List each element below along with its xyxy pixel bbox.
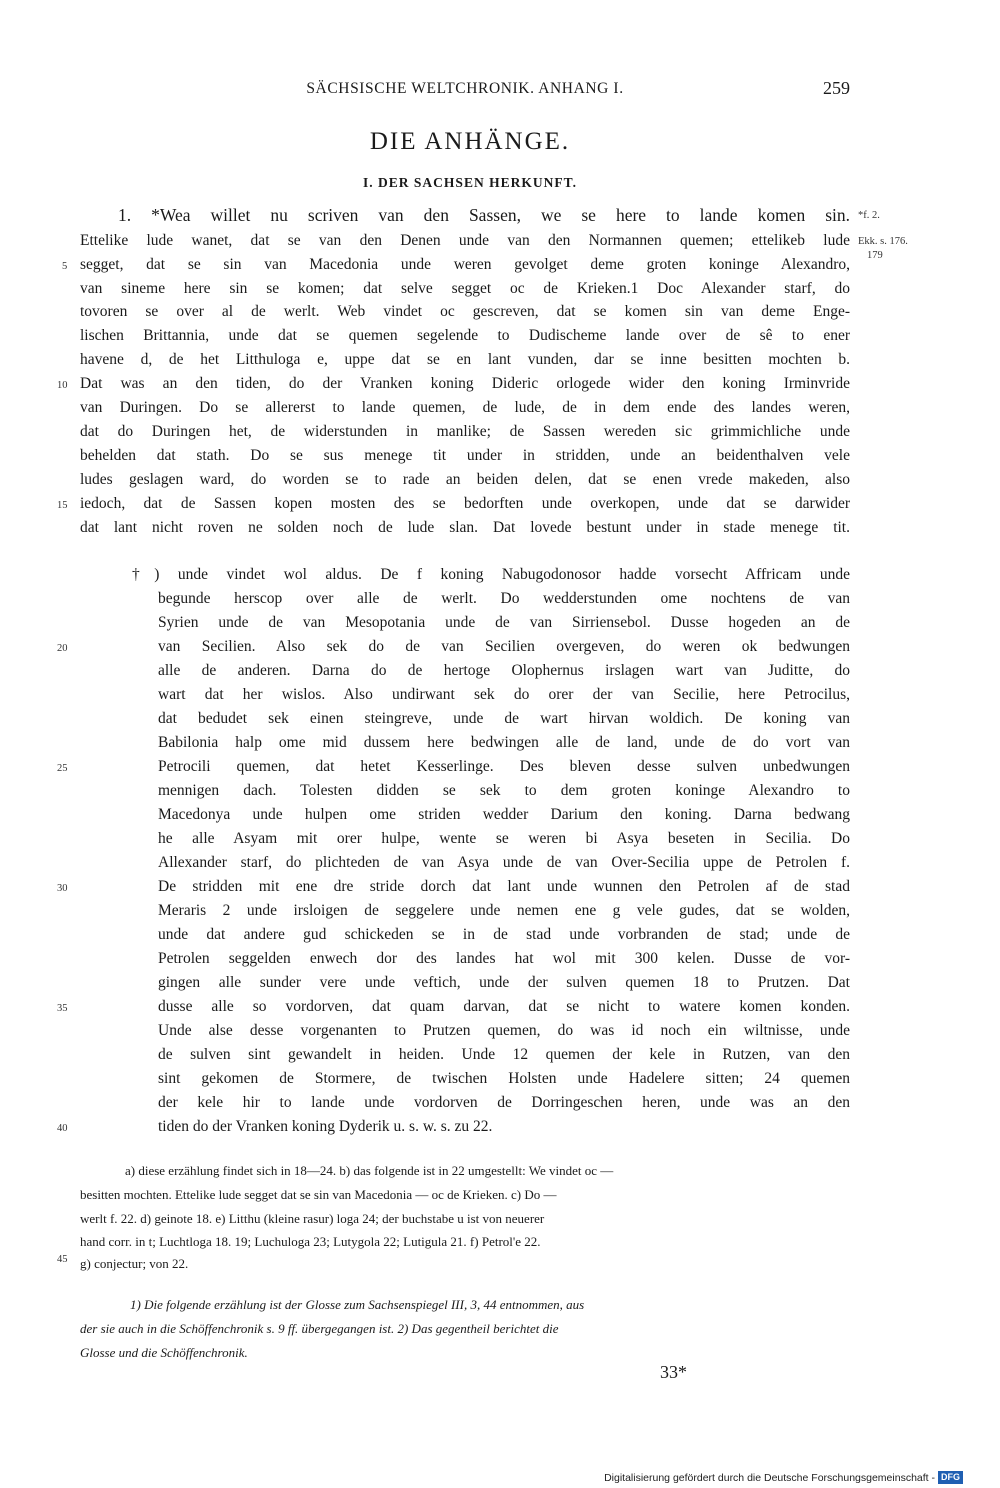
text-line: De stridden mit ene dre stride dorch dat lant unde wunnen den Petrolen af de stad — [158, 878, 850, 895]
text-line: segget, dat se sin van Macedonia unde weren gevolget deme groten koninge Alexandro, — [80, 256, 850, 273]
text-line: gingen alle sunder vere unde veftich, unde der sulven quemen 18 to Prutzen. Dat — [158, 974, 850, 991]
text-line: he alle Asyam mit orer hulpe, wente se weren bi Asya beseten in Secilia. Do — [158, 830, 850, 847]
text-line: mennigen dach. Tolesten didden se sek to dem groten koninge Alexandro to — [158, 782, 850, 799]
text-line: Meraris 2 unde irsloigen de seggelere unde nemen ene g vele gudes, dat se wolden, — [158, 902, 850, 919]
line-number: 25 — [57, 763, 68, 774]
line-number: 40 — [57, 1123, 68, 1134]
text-line: iedoch, dat de Sassen kopen mosten des se bedorften unde overkopen, unde dat se darwider — [80, 495, 850, 512]
line-number: 10 — [57, 380, 68, 391]
page-number: 259 — [823, 78, 850, 98]
footnote-line: Glosse und die Schöffenchronik. — [80, 1345, 248, 1360]
text-line: begunde herscop over alle de werlt. Do wedderstunden ome nochtens de van — [158, 590, 850, 607]
text-line: de sulven sint gewandelt in heiden. Unde 12 quemen der kele in Rutzen, van den — [158, 1046, 850, 1063]
line-number: 20 — [57, 643, 68, 654]
line-number: 35 — [57, 1003, 68, 1014]
section-title: I. DER SACHSEN HERKUNFT. — [363, 175, 577, 190]
text-line: †) unde vindet wol aldus. De f koning Nabugodonosor hadde vorsecht Affricam unde — [132, 566, 850, 583]
text-line: sint gekomen de Stormere, de twischen Holsten unde Hadelere sitten; 24 quemen — [158, 1070, 850, 1087]
text-line: Allexander starf, do plichteden de van Asya unde de van Over-Secilia uppe de Petrolen f. — [158, 854, 850, 871]
text-line: alle de anderen. Darna do de hertoge Olophernus irslagen wart van Juditte, do — [158, 662, 850, 679]
text-line: Petrocili quemen, dat hetet Kesserlinge. Des bleven desse sulven unbedwungen — [158, 758, 850, 775]
text-line: Babilonia halp ome mid dussem here bedwingen alle de land, unde de do vort van — [158, 734, 850, 751]
margin-note-folio: *f. 2. — [858, 210, 880, 221]
running-head: SÄCHSISCHE WELTCHRONIK. ANHANG I. — [306, 80, 624, 97]
text-line: lischen Brittannia, unde dat se quemen segelende to Dudischeme lande over de sê to ener — [80, 327, 850, 344]
text-line: tiden do der Vranken koning Dyderik u. s. w. s. zu 22. — [158, 1118, 493, 1135]
footnote-line: werlt f. 22. d) geinote 18. e) Litthu (kleine rasur) loga 24; der buchstabe u ist von neuerer — [80, 1211, 545, 1226]
line-number: 45 — [57, 1254, 68, 1265]
text-line: Unde alse desse vorgenanten to Prutzen quemen, do was id noch ein wiltnisse, unde — [158, 1022, 850, 1039]
footnote-line: g) conjectur; von 22. — [80, 1256, 189, 1271]
page-header — [80, 80, 850, 102]
text-line: havene d, de het Litthuloga e, uppe dat se en lant vunden, dar se inne besitten mochten b. — [80, 351, 850, 368]
text-line: unde dat andere gud schickeden se in de stad unde vorbranden de stad; unde de — [158, 926, 850, 943]
text-line: 1. *Wea willet nu scriven van den Sassen, we se here to lande komen sin. — [118, 205, 850, 225]
text-line: tovoren se over al de werlt. Web vindet oc gescreven, dat se komen sin van deme Enge- — [80, 303, 850, 320]
page-title: DIE ANHÄNGE. — [369, 128, 571, 155]
footnote-line: hand corr. in t; Luchtloga 18. 19; Luchuloga 23; Lutygola 22; Lutigula 21. f) Petrol'e 22. — [80, 1234, 541, 1249]
text-line: Syrien unde de van Mesopotania unde de van Sirriensebol. Dusse hogeden an de — [158, 614, 850, 631]
text-line: dat lant nicht roven ne solden noch de lude slan. Dat lovede bestunt under in stade menege tit. — [80, 519, 850, 536]
digitization-credit — [604, 1471, 963, 1484]
margin-note-reference: Ekk. s. 176. — [858, 236, 908, 247]
footnote-line: besitten mochten. Ettelike lude segget dat se sin van Macedonia — oc de Krieken. c) Do — — [80, 1187, 557, 1202]
text-line: dusse alle so vordorven, dat quam darvan, dat se nicht to watere komen konden. — [158, 998, 850, 1015]
text-line: Ettelike lude wanet, dat se van den Denen unde van den Normannen quemen; ettelikeb lude — [80, 232, 850, 249]
dfg-logo: DFG — [938, 1471, 963, 1484]
text-line: Macedonya unde hulpen ome striden wedder Darium den koning. Darna bedwang — [158, 806, 850, 823]
text-line: Dat was an den tiden, do der Vranken koning Dideric orlogede wider den koning Irminvride — [80, 375, 850, 392]
line-number: 30 — [57, 883, 68, 894]
credit-text: Digitalisierung gefördert durch die Deutsche Forschungsgemeinschaft - — [604, 1471, 935, 1484]
line-number: 15 — [57, 500, 68, 511]
text-line: wart dat her wislos. Also undirwant sek do orer der van Secilie, here Petrocilus, — [158, 686, 850, 703]
footnote-line: a) diese erzählung findet sich in 18—24. b) das folgende ist in 22 umgestellt: We vindet oc — — [125, 1163, 614, 1178]
footnote-line: der sie auch in die Schöffenchronik s. 9 ff. übergegangen ist. 2) Das gegentheil berichtet die — [80, 1321, 559, 1336]
text-line: van Duringen. Do se allererst to lande quemen, de lude, de in dem ende des landes weren, — [80, 399, 850, 416]
text-line: van Secilien. Also sek do de van Secilien overgeven, do weren ok bedwungen — [158, 638, 850, 655]
text-line: dat bedudet sek einen steingreve, unde de wart hirvan woldich. De koning van — [158, 710, 850, 727]
text-line: dat do Duringen het, de widerstunden in manlike; de Sassen wereden sic grimmichliche unde — [80, 423, 850, 440]
text-line: van sineme here sin se komen; dat selve segget oc de Krieken.1 Doc Alexander starf, do — [80, 280, 850, 297]
line-number: 5 — [62, 261, 68, 272]
text-line: ludes geslagen ward, do worden se to rade an beiden delen, dat se enen vrede makeden, also — [80, 471, 850, 488]
margin-note-reference-cont: 179 — [867, 250, 883, 261]
text-line: behelden dat stath. Do se sus menege tit under in stridden, unde an beidenthalven vele — [80, 447, 850, 464]
text-line: Petrolen seggelden enwech dor des landes hat wol mit 300 kelen. Dusse de vor- — [158, 950, 850, 967]
signature-mark: 33* — [660, 1362, 687, 1382]
footnote-line: 1) Die folgende erzählung ist der Glosse zum Sachsenspiegel III, 3, 44 entnommen, aus — [130, 1297, 585, 1312]
text-line: der kele hir to lande unde vordorven de Dorringeschen heren, unde was an den — [158, 1094, 850, 1111]
